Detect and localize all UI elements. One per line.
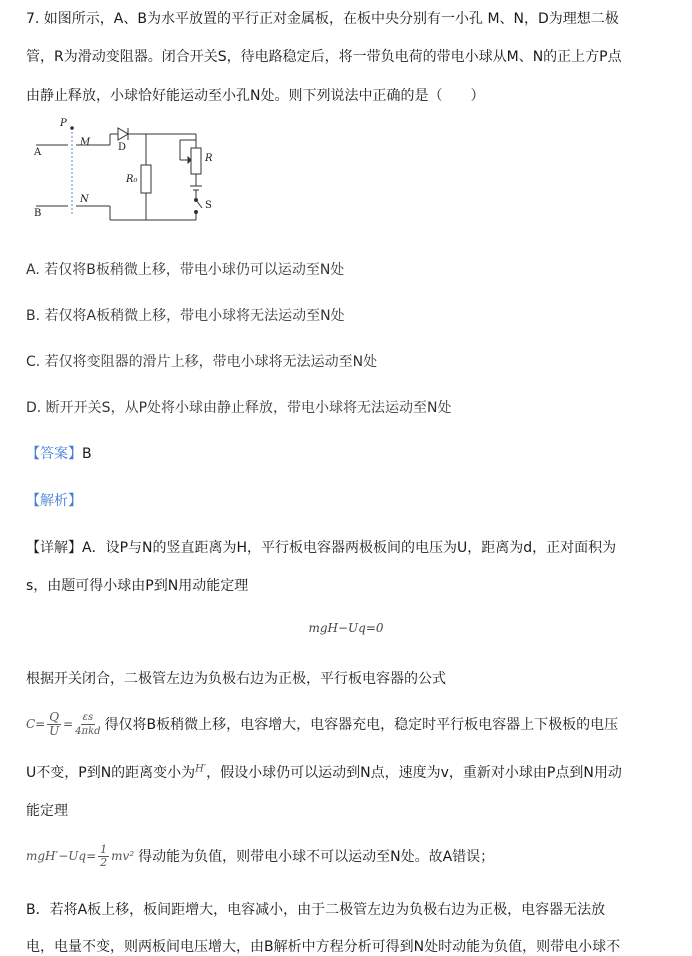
- detail-line-5: [26, 762, 622, 782]
- eq2-right: mv²: [111, 849, 135, 863]
- equation-1: mgH−Uq=0: [308, 621, 384, 635]
- question-line-2: 管，R为滑动变阻器。闭合开关S，待电路稳定后，将一带负电荷的带电小球从M、N的正上方P点: [26, 49, 622, 65]
- cap-formula-c: C=: [26, 717, 46, 731]
- analysis-tag: 【解析】: [26, 493, 82, 509]
- detail-line-8: B．若将A板上移，板间距增大，电容减小，由于二极管左边为负极右边为正极，电容器无法放: [26, 902, 606, 918]
- point-p: [70, 126, 74, 130]
- diode-symbol: [118, 128, 128, 140]
- answer-value: B: [82, 446, 92, 462]
- cap-frac2-den: 4πkd: [75, 725, 101, 737]
- detail-line-5-h: H′: [195, 763, 207, 775]
- label-d: D: [118, 142, 127, 153]
- detail-line-3: 根据开关闭合，二极管左边为负极右边为正极，平行板电容器的公式: [26, 671, 446, 687]
- detail-line-5b: ，假设小球仍可以运动到N点，速度为v，重新对小球由P点到N用动: [206, 765, 622, 781]
- detail-line-6: 能定理: [26, 803, 68, 819]
- label-b: B: [34, 208, 42, 219]
- eq2-den: 2: [100, 855, 108, 869]
- eq2-fraction: [98, 844, 109, 869]
- label-n: N: [80, 194, 89, 205]
- option-d: D. 断开开关S，从P处将小球由静止释放，带电小球将无法运动至N处: [26, 400, 452, 416]
- cap-frac1-den: U: [49, 723, 60, 738]
- answer-line: [26, 443, 92, 463]
- label-r: R: [205, 153, 213, 164]
- detail-line-4-text: 得仅将B板稍微上移，电容增大，电容器充电，稳定时平行板电容器上下极板的电压: [104, 717, 619, 733]
- detail-tag: 【详解】: [26, 540, 82, 556]
- label-p: P: [60, 118, 67, 129]
- question-line-1: 7. 如图所示，A、B为水平放置的平行正对金属板，在板中央分别有一小孔 M、N，D为理想二极: [26, 11, 619, 27]
- detail-line-4: [26, 704, 618, 744]
- cap-fraction-1: [47, 711, 61, 738]
- detail-line-7-text: 得动能为负值，则带电小球不可以运动至N处。故A错误；: [138, 849, 495, 865]
- detail-line-9: 电，电量不变，则两板间电压增大，由B解析中方程分析可得到N处时动能为负值，则带电小球不: [26, 939, 621, 955]
- detail-line-7: [26, 836, 494, 876]
- question-line-3: 由静止释放，小球恰好能运动至小孔N处。则下列说法中正确的是（ ）: [26, 88, 485, 104]
- detail-line-1: [26, 537, 616, 557]
- label-m: M: [80, 137, 91, 148]
- option-c: C. 若仅将变阻器的滑片上移，带电小球将无法运动至N处: [26, 354, 378, 370]
- detail-line-5a: U不变，P到N的距离变小为: [26, 765, 196, 781]
- r0-resistor: [141, 165, 151, 193]
- switch-s: [196, 200, 202, 208]
- cap-formula-eq: =: [63, 717, 74, 731]
- eq2-left: mgH′−Uq=: [26, 849, 97, 863]
- label-r0: R₀: [126, 174, 138, 185]
- detail-line-1-text: A．设P与N的竖直距离为H，平行板电容器两极板间的电压为U，距离为d，正对面积为: [82, 540, 617, 556]
- answer-tag: 【答案】: [26, 446, 82, 462]
- option-b: B. 若仅将A板稍微上移，带电小球将无法运动至N处: [26, 308, 345, 324]
- cap-fraction-2: [75, 711, 100, 738]
- cap-frac2-num: εs: [82, 711, 94, 723]
- cap-frac1-num: Q: [49, 709, 60, 724]
- option-a: A. 若仅将B板稍微上移，带电小球仍可以运动至N处: [26, 262, 345, 278]
- label-s: S: [205, 200, 212, 211]
- label-a: A: [34, 147, 42, 158]
- detail-line-2: s，由题可得小球由P到N用动能定理: [26, 578, 249, 594]
- eq2-num: 1: [100, 842, 108, 856]
- r-rheostat: [191, 148, 201, 174]
